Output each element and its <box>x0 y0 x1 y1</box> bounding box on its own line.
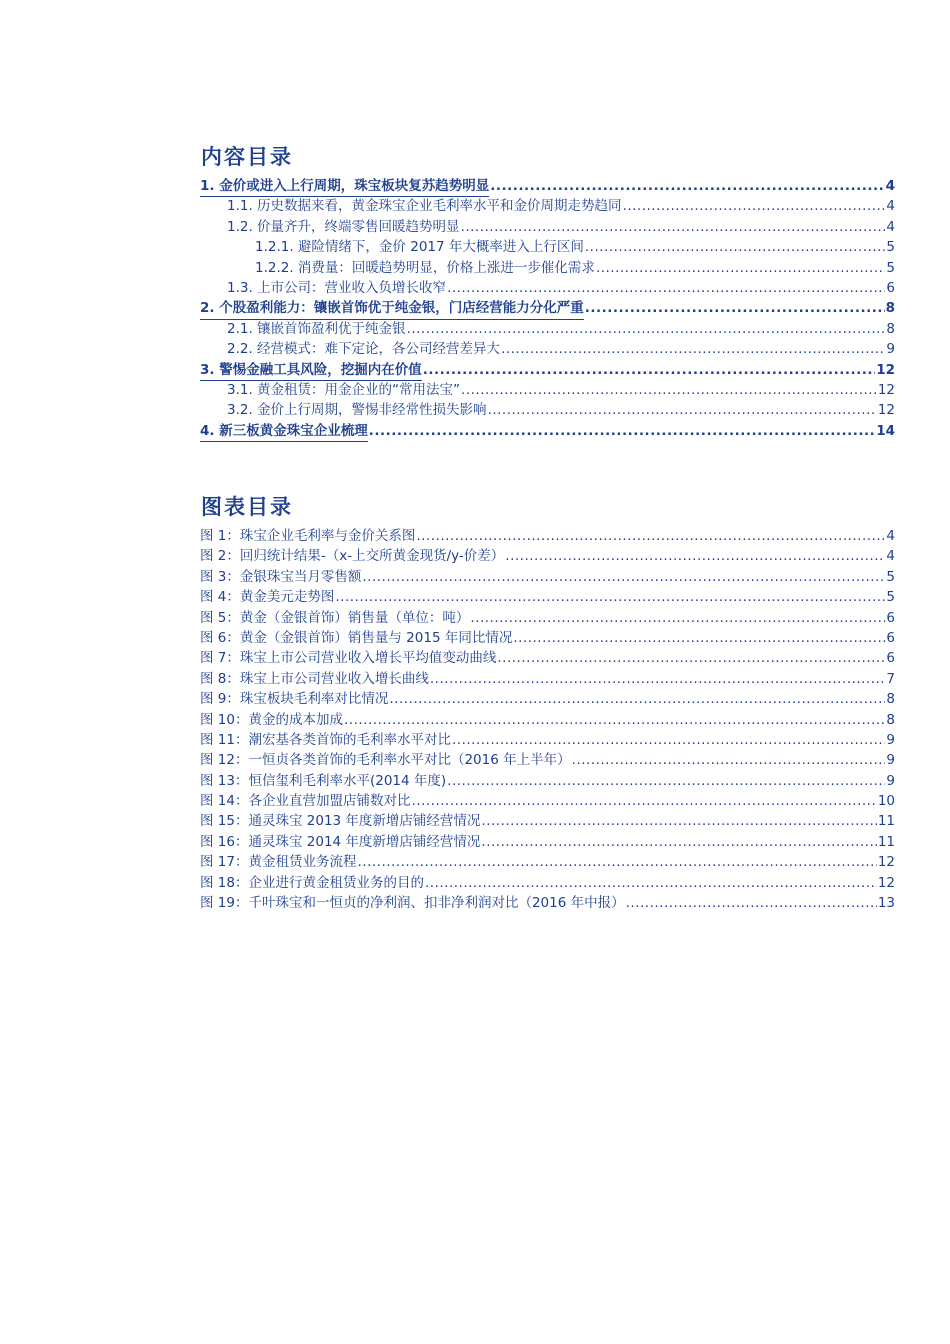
figure-entry-text: 图 2：回归统计结果-（x-上交所黄金现货/y-价差） <box>200 548 505 565</box>
figure-entry-page: 11 <box>877 813 895 830</box>
figure-entry-page: 10 <box>877 793 895 810</box>
dot-leader <box>481 811 876 831</box>
figure-entry-text: 图 9：珠宝板块毛利率对比情况 <box>200 691 389 708</box>
figure-entry-page: 13 <box>877 895 895 912</box>
figure-entry[interactable] <box>200 669 895 689</box>
toc-entry-page: 5 <box>886 259 895 276</box>
dot-leader <box>585 298 885 318</box>
toc-entry-text: 3. 警惕金融工具风险，挖掘内在价值 <box>200 360 422 381</box>
figure-entry[interactable] <box>200 811 895 831</box>
toc-entry[interactable] <box>200 298 895 318</box>
dot-leader <box>344 710 885 730</box>
toc-entry-page: 12 <box>877 381 895 398</box>
dot-leader <box>501 339 885 359</box>
toc-entry-text: 4. 新三板黄金珠宝企业梳理 <box>200 421 368 442</box>
figure-entry-text: 图 1：珠宝企业毛利率与金价关系图 <box>200 528 416 544</box>
figure-entry[interactable] <box>200 852 895 872</box>
dot-leader <box>481 832 876 852</box>
dot-leader <box>513 628 885 648</box>
toc-entry[interactable] <box>200 380 895 400</box>
dot-leader <box>447 278 885 298</box>
figure-entry-page: 5 <box>886 589 895 606</box>
toc-entry-page: 6 <box>886 279 895 296</box>
figure-entry-text: 图 14：各企业直营加盟店铺数对比 <box>200 793 411 810</box>
figure-entry-page: 4 <box>886 528 895 544</box>
dot-leader <box>490 176 884 196</box>
toc-entry-page: 12 <box>876 361 895 378</box>
figure-entry[interactable] <box>200 771 895 791</box>
figure-entry-page: 9 <box>886 752 895 769</box>
figure-entry[interactable] <box>200 628 895 648</box>
toc-entry[interactable] <box>200 176 895 196</box>
figure-entry[interactable] <box>200 832 895 852</box>
figure-entry-text: 图 13：恒信玺利毛利率水平(2014 年度) <box>200 772 447 789</box>
dot-leader <box>425 873 877 893</box>
toc-entry-page: 9 <box>886 341 895 358</box>
figure-entry-page: 8 <box>886 691 895 708</box>
toc-entry-text: 2. 个股盈利能力：镶嵌首饰优于纯金银，门店经营能力分化严重 <box>200 298 584 319</box>
figure-entry-text: 图 12：一恒贞各类首饰的毛利率水平对比（2016 年上半年） <box>200 752 571 769</box>
figure-list-title: 图表目录 <box>201 494 293 519</box>
figure-entry-text: 图 16：通灵珠宝 2014 年度新增店铺经营情况 <box>200 833 481 850</box>
figure-entry[interactable] <box>200 608 895 628</box>
toc-entry-page: 4 <box>886 218 895 235</box>
figure-entry-text: 图 10：黄金的成本加成 <box>200 711 343 728</box>
figure-entry[interactable] <box>200 587 895 607</box>
dot-leader <box>626 893 877 913</box>
figure-entry-text: 图 7：珠宝上市公司营业收入增长平均值变动曲线 <box>200 650 497 667</box>
figure-entry[interactable] <box>200 689 895 709</box>
figure-entry-page: 6 <box>886 650 895 667</box>
dot-leader <box>596 258 885 278</box>
dot-leader <box>335 587 885 607</box>
dot-leader <box>447 771 885 791</box>
dot-leader <box>389 689 885 709</box>
toc-entry-text: 1.3. 上市公司：营业收入负增长收窄 <box>227 279 447 296</box>
figure-entry-page: 4 <box>886 548 895 565</box>
toc-entry[interactable] <box>200 258 895 278</box>
toc-entry-page: 4 <box>885 178 895 194</box>
toc-entry-text: 3.1. 黄金租赁：用金企业的“常用法宝” <box>227 381 461 398</box>
figure-entry-page: 6 <box>886 629 895 646</box>
toc-entry[interactable] <box>200 339 895 359</box>
toc-entry-page: 8 <box>886 320 895 337</box>
figure-entry-page: 9 <box>886 731 895 748</box>
dot-leader <box>497 648 885 668</box>
toc-entry-page: 4 <box>886 198 895 215</box>
dot-leader <box>430 669 886 689</box>
toc-entry[interactable] <box>200 278 895 298</box>
figure-entry[interactable] <box>200 648 895 668</box>
dot-leader <box>488 400 877 420</box>
toc-title: 内容目录 <box>201 144 293 169</box>
figure-entry-page: 7 <box>886 670 895 687</box>
toc-entry[interactable] <box>200 217 895 237</box>
toc-entry-page: 8 <box>885 300 895 317</box>
dot-leader <box>461 217 886 237</box>
toc-entry[interactable] <box>200 319 895 339</box>
figure-entry-page: 12 <box>877 874 895 891</box>
dot-leader <box>423 360 875 380</box>
toc-entry-page: 14 <box>876 422 895 439</box>
figure-entry[interactable] <box>200 873 895 893</box>
figure-entry-text: 图 6：黄金（金银首饰）销售量与 2015 年同比情况 <box>200 629 513 646</box>
toc-entry-text: 1.2.2. 消费量：回暖趋势明显，价格上涨进一步催化需求 <box>255 259 595 276</box>
toc-entry-text: 3.2. 金价上行周期，警惕非经常性损失影响 <box>227 402 487 419</box>
dot-leader <box>416 526 885 546</box>
dot-leader <box>461 380 877 400</box>
dot-leader <box>357 852 876 872</box>
figure-entry-text: 图 18：企业进行黄金租赁业务的目的 <box>200 874 424 891</box>
figure-entry-page: 8 <box>886 711 895 728</box>
toc-entry-text: 1.2.1. 避险情绪下，金价 2017 年大概率进入上行区间 <box>255 239 584 256</box>
toc-entry[interactable] <box>200 360 895 380</box>
toc-entry-text: 1. 金价或进入上行周期，珠宝板块复苏趋势明显 <box>200 176 489 197</box>
figure-entry[interactable] <box>200 546 895 566</box>
figure-entry-text: 图 17：黄金租赁业务流程 <box>200 854 357 871</box>
toc-entry-text: 2.2. 经营模式：难下定论，各公司经营差异大 <box>227 341 501 358</box>
toc-entry-page: 5 <box>886 239 895 256</box>
dot-leader <box>411 791 876 811</box>
dot-leader <box>452 730 885 750</box>
figure-entry[interactable] <box>200 791 895 811</box>
figure-entry[interactable] <box>200 750 895 770</box>
figure-entry[interactable] <box>200 730 895 750</box>
dot-leader <box>369 421 875 441</box>
dot-leader <box>572 750 886 770</box>
figure-list <box>200 526 895 913</box>
figure-entry[interactable] <box>200 567 895 587</box>
dot-leader <box>407 319 886 339</box>
dot-leader <box>505 546 885 566</box>
dot-leader <box>585 237 886 257</box>
toc-entry[interactable] <box>200 421 895 441</box>
figure-entry-text: 图 8：珠宝上市公司营业收入增长曲线 <box>200 670 429 687</box>
toc-entry-text: 1.1. 历史数据来看，黄金珠宝企业毛利率水平和金价周期走势趋同 <box>227 198 622 215</box>
figure-entry-page: 11 <box>877 833 895 850</box>
figure-entry-text: 图 5：黄金（金银首饰）销售量（单位：吨） <box>200 609 470 626</box>
figure-entry-text: 图 4：黄金美元走势图 <box>200 589 335 606</box>
toc-entry-text: 2.1. 镶嵌首饰盈利优于纯金银 <box>227 320 406 337</box>
figure-entry-text: 图 11：潮宏基各类首饰的毛利率水平对比 <box>200 731 451 748</box>
toc-entry[interactable] <box>200 196 895 216</box>
dot-leader <box>623 196 886 216</box>
figure-entry-page: 6 <box>886 609 895 626</box>
dot-leader <box>470 608 885 628</box>
figure-entry-page: 9 <box>886 772 895 789</box>
toc-entry[interactable] <box>200 400 895 420</box>
dot-leader <box>362 567 885 587</box>
figure-entry-text: 图 15：通灵珠宝 2013 年度新增店铺经营情况 <box>200 813 481 830</box>
figure-entry-text: 图 19：千叶珠宝和一恒贞的净利润、扣非净利润对比（2016 年中报） <box>200 895 625 912</box>
figure-entry-page: 12 <box>877 854 895 871</box>
figure-entry-page: 5 <box>886 568 895 585</box>
toc-entry-page: 12 <box>877 402 895 419</box>
toc-entry-text: 1.2. 价量齐升，终端零售回暖趋势明显 <box>227 218 460 235</box>
toc-list <box>200 176 895 441</box>
figure-entry[interactable] <box>200 893 895 913</box>
toc-entry[interactable] <box>200 237 895 257</box>
figure-entry[interactable] <box>200 710 895 730</box>
figure-entry-text: 图 3：金银珠宝当月零售额 <box>200 568 362 585</box>
figure-entry[interactable] <box>200 526 895 546</box>
